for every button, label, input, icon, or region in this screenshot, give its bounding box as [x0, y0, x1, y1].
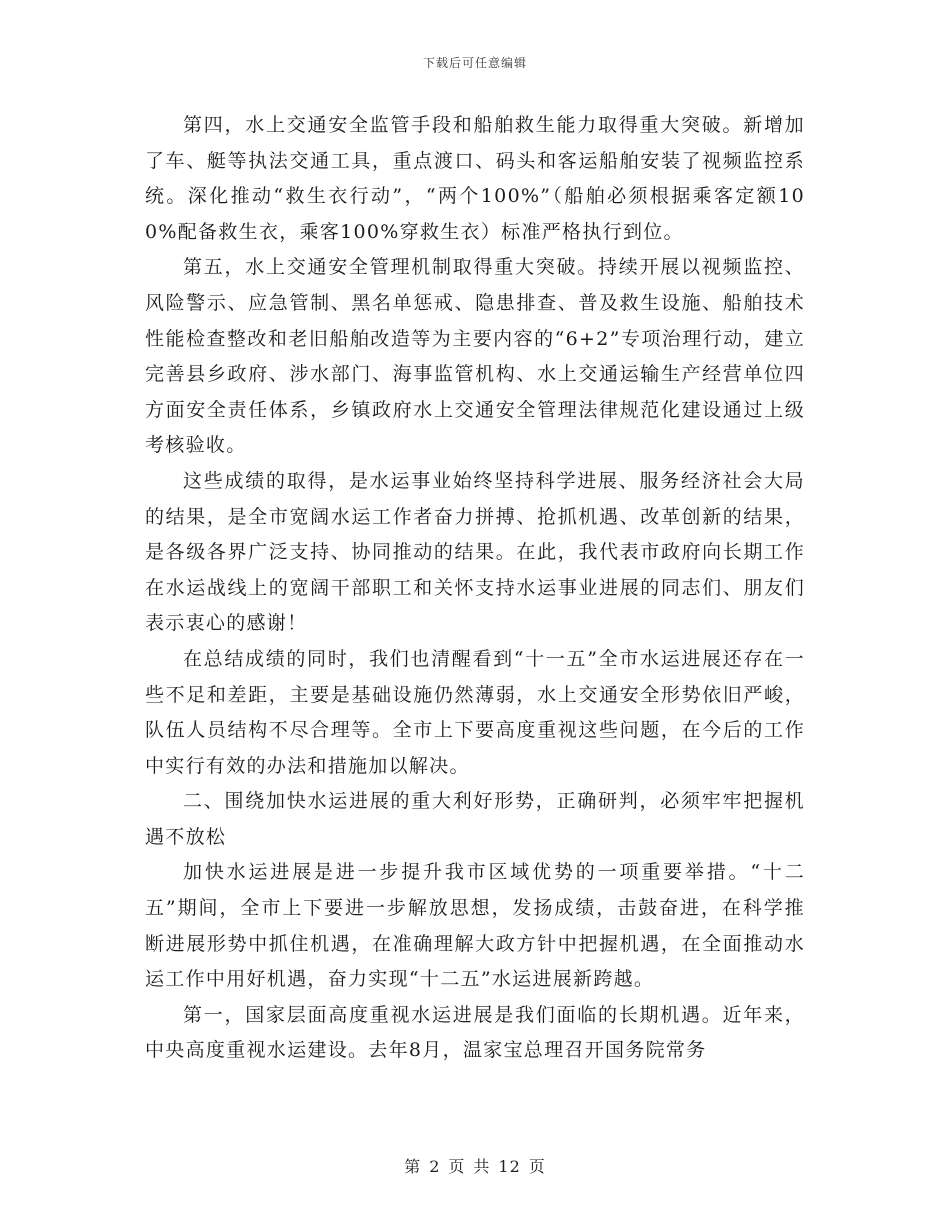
document-body: [145, 108, 805, 1069]
paragraph-achievements-thanks: 这些成绩的取得，是水运事业始终坚持科学进展、服务经济社会大局的结果，是全市宽阔水运工作者奋力拼搏、抢抓机遇、改革创新的结果，是各级各界广泛支持、协同推动的结果。在此，我代表市政府向长期工作在水运战线上的宽阔干部职工和关怀支持水运事业进展的同志们、朋友们表示衷心的感谢！: [145, 469, 805, 635]
paragraph-safety-supervision: 第四，水上交通安全监管手段和船舶救生能力取得重大突破。新增加了车、艇等执法交通工具，重点渡口、码头和客运船舶安装了视频监控系统。深化推动“救生衣行动”，“两个100%”（船舶必须根据乘客定额100%配备救生衣，乘客100%穿救生衣）标准严格执行到位。: [145, 114, 805, 243]
footer-prefix: 第: [404, 1157, 422, 1176]
footer-page-word: 页: [448, 1157, 466, 1176]
footer-total-pages: 12: [498, 1157, 521, 1176]
section-heading-opportunities: 二、围绕加快水运进展的重大利好形势，正确研判，必须牢牢把握机遇不放松: [145, 790, 805, 848]
footer-suffix: 页: [528, 1157, 546, 1176]
footer-current-page: 2: [429, 1157, 441, 1176]
paragraph-twelfth-five-year: 加快水运进展是进一步提升我市区域优势的一项重要举措。“十二五”期间，全市上下要进一步解放思想，发扬成绩，击鼓奋进，在科学推断进展形势中抓住机遇，在准确理解大政方针中把握机遇，在全面推动水运工作中用好机遇，奋力实现“十二五”水运进展新跨越。: [145, 861, 805, 991]
page-number-footer: [0, 1154, 950, 1177]
paragraph-management-mechanism: 第五，水上交通安全管理机制取得重大突破。持续开展以视频监控、风险警示、应急管制、黑名单惩戒、隐患排查、普及救生设施、船舶技术性能检查整改和老旧船舶改造等为主要内容的“6+2”专项治理行动，建立完善县乡政府、涉水部门、海事监管机构、水上交通运输生产经营单位四方面安全责任体系，乡镇政府水上交通安全管理法律规范化建设通过上级考核验收。: [145, 256, 805, 457]
page-header: 下载后可任意编辑: [422, 56, 527, 70]
footer-total-prefix: 共: [473, 1157, 491, 1176]
paragraph-shortcomings: 在总结成绩的同时，我们也清醒看到“十一五”全市水运进展还存在一些不足和差距，主要是基础设施仍然薄弱，水上交通安全形势依旧严峻，队伍人员结构不尽合理等。全市上下要高度重视这些问题，在今后的工作中实行有效的办法和措施加以解决。: [145, 647, 805, 777]
paragraph-national-level: 第一，国家层面高度重视水运进展是我们面临的长期机遇。近年来，中央高度重视水运建设。去年8月，温家宝总理召开国务院常务: [145, 1003, 805, 1062]
